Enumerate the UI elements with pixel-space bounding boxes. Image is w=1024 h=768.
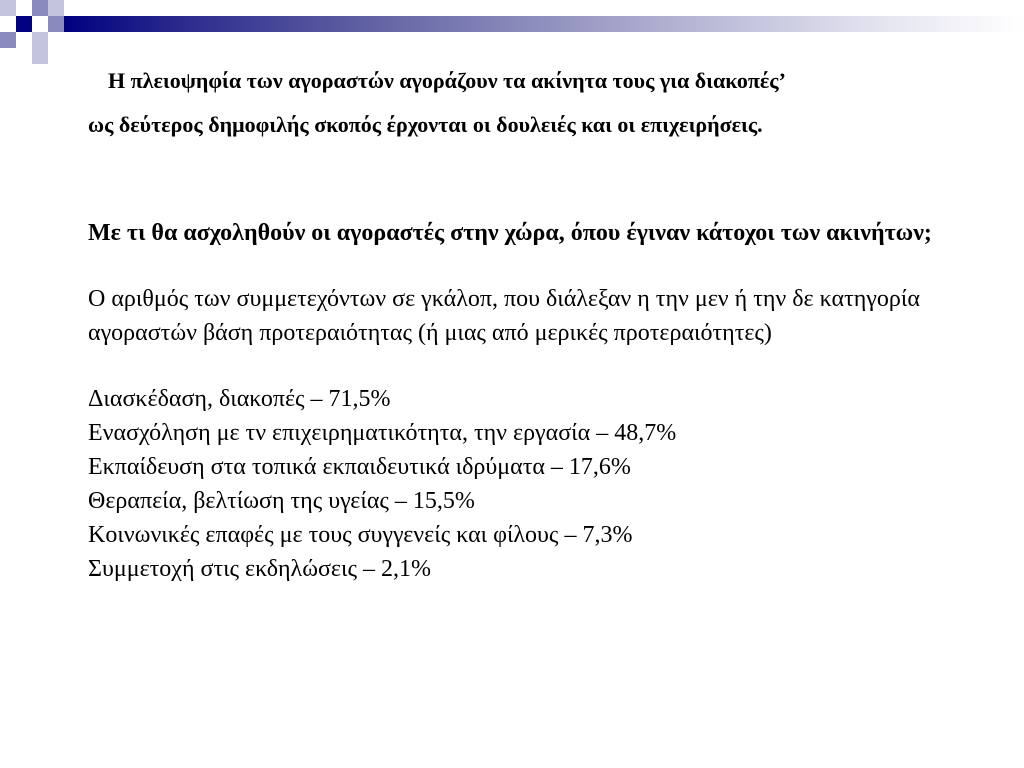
survey-results-list (88, 382, 988, 586)
list-item: Θεραπεία, βελτίωση της υγείας – 15,5% (88, 488, 475, 514)
decor-square-mid (48, 16, 64, 32)
decor-square-light (48, 0, 64, 16)
list-item: Ενασχόληση με τν επιχειρηματικότητα, την εργασία – 48,7% (88, 420, 677, 446)
list-item: Διασκέδαση, διακοπές – 71,5% (88, 386, 391, 412)
decor-square-light (32, 32, 48, 48)
intro-line-1: Η πλειοψηφία των αγοραστών αγοράζουν τα ακίνητα τους για διακοπές’ (108, 68, 786, 93)
survey-description: Ο αριθμός των συμμετεχόντων σε γκάλοπ, που διάλεξαν η την μεν ή την δε κατηγορία αγοραστών βάση προτεραιότητας (ή μιας από μερικές προτεραιότητες) (88, 286, 920, 346)
decor-square-navy (16, 16, 32, 32)
header-gradient-bar (64, 16, 1024, 32)
decor-square-mid (0, 32, 16, 48)
decor-square-mid (32, 0, 48, 16)
list-item: Συμμετοχή στις εκδηλώσεις – 2,1% (88, 556, 431, 582)
intro-line-2: ως δεύτερος δημοφιλής σκοπός έρχονται οι δουλειές και οι επιχειρήσεις. (88, 112, 763, 137)
decor-square-light (0, 0, 16, 16)
slide-header-decoration (0, 0, 1024, 40)
section-question: Με τι θα ασχοληθούν οι αγοραστές στην χώρα, όπου έγιναν κάτοχοι των ακινήτων; (88, 220, 932, 246)
list-item: Κοινωνικές επαφές με τους συγγενείς και φίλους – 7,3% (88, 522, 633, 548)
list-item: Εκπαίδευση στα τοπικά εκπαιδευτικά ιδρύματα – 17,6% (88, 454, 631, 480)
slide-body (88, 60, 988, 586)
decor-square-light (32, 48, 48, 64)
